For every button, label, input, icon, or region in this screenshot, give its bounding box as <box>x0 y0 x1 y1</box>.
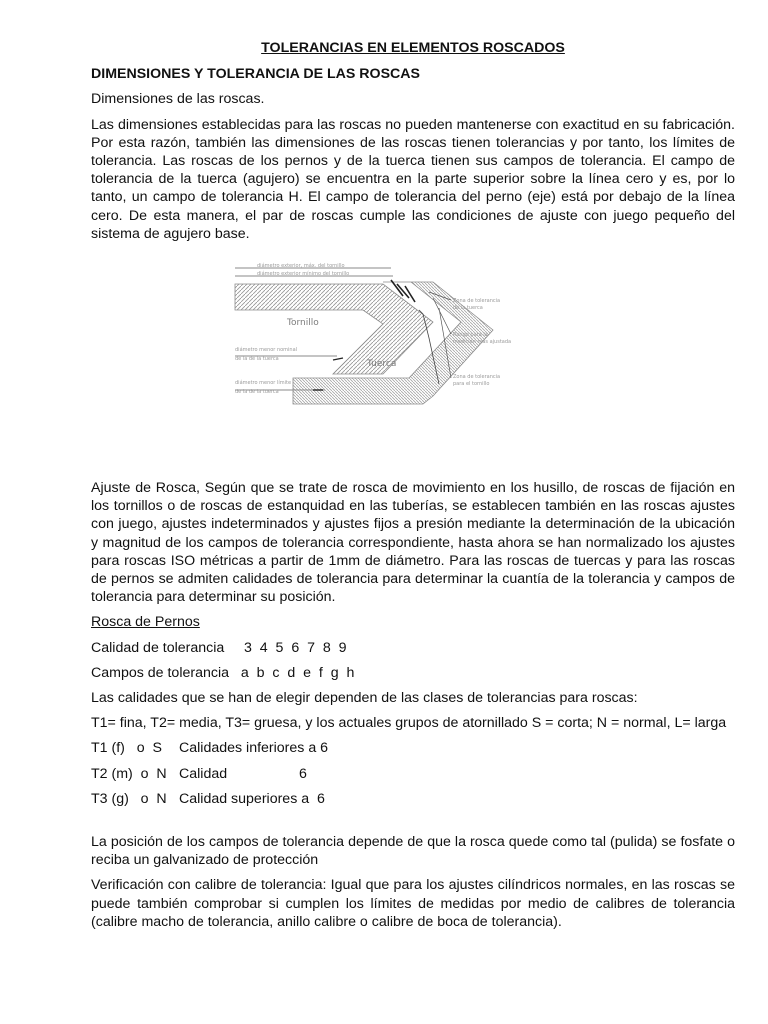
paragraph-posicion: La posición de los campos de tolerancia depende de que la rosca quede como tal (pulida) se fosfate o reciba un galvanizado de protección <box>91 834 735 869</box>
svg-text:de la tuerca: de la tuerca <box>453 305 483 312</box>
paragraph-dimensions: Las dimensiones establecidas para las roscas no pueden mantenerse con exactitud en su fabricación. Por esta razón, también las dimensiones de las roscas tienen tolerancias y por tanto, los límites de tolerancia. Las roscas de los pernos y de la tuerca tienen sus campos de tolerancia. El campo de tolerancia de la tuerca (agujero) se encuentra en la parte superior sobre la línea cero y es, por lo tanto, un campo de tolerancia H. El campo de tolerancia del perno (eje) está por debajo de la línea cero. De esta manera, el par de roscas cumple las condiciones de ajuste con juego pequeño del sistema de agujero base. <box>91 116 735 242</box>
svg-text:diámetro menor nominal: diámetro menor nominal <box>235 347 298 354</box>
document-page <box>91 39 735 938</box>
svg-text:de la de la tuerca: de la de la tuerca <box>235 356 279 363</box>
svg-text:Zona de tolerancia: Zona de tolerancia <box>453 298 501 305</box>
calidades-text: Las calidades que se han de elegir dependen de las clases de tolerancias para roscas: <box>91 690 638 707</box>
thread-tolerance-figure <box>91 250 735 458</box>
thread-diagram-image <box>233 262 533 412</box>
tolerance-class-row: T2 (m) o N Calidad 6 <box>91 765 307 782</box>
paragraph-ajuste-rosca: Ajuste de Rosca, Según que se trate de rosca de movimiento en los husillo, de roscas de fijación en los tornillos o de roscas de estanquidad en las tuberías, se establecen también en las roscas ajustes con juego, ajustes indeterminados y ajustes fijos a presión mediante la determinación de la ubicación y magnitud de los campos de tolerancia correspondiente, hasta ahora se han normalizado los ajustes para roscas ISO métricas a partir de 1mm de diámetro. Para las roscas de tuercas y para las roscas de pernos se admiten calidades de tolerancia para determinar la cuantía de la tolerancia y campos de tolerancia para determinar su posición. <box>91 480 735 606</box>
section-subtitle: DIMENSIONES Y TOLERANCIA DE LAS ROSCAS <box>91 66 420 83</box>
svg-text:Zona de tolerancia: Zona de tolerancia <box>453 374 501 381</box>
svg-text:diámetro exterior mínimo del t: diámetro exterior mínimo del tornillo <box>257 271 350 278</box>
svg-text:medición más ajustada: medición más ajustada <box>453 339 512 346</box>
tolerance-class-row: T3 (g) o N Calidad superiores a 6 <box>91 790 325 807</box>
label-tuerca: Tuerca <box>367 359 397 370</box>
svg-text:diámetro exterior, máx. del to: diámetro exterior, máx. del tornillo <box>257 263 345 270</box>
tolerance-class-row: T1 (f) o S Calidades inferiores a 6 <box>91 740 329 757</box>
tolerance-class-list <box>91 739 735 808</box>
svg-text:de la de la tuerca: de la de la tuerca <box>235 389 279 396</box>
document-title: TOLERANCIAS EN ELEMENTOS ROSCADOS <box>261 40 565 56</box>
calidad-tolerancia-line: Calidad de tolerancia 3 4 5 6 7 8 9 <box>91 639 347 656</box>
tolerance-classes-text: T1= fina, T2= media, T3= gruesa, y los actuales grupos de atornillado S = corta; N = normal, L= larga <box>91 715 727 732</box>
intro-heading: Dimensiones de las roscas. <box>91 91 265 108</box>
paragraph-verificacion: Verificación con calibre de tolerancia: Igual que para los ajustes cilíndricos normales, en las roscas se puede también comprobar si cumplen los límites de medidas por medio de calibres de tolerancia (calibre macho de tolerancia, anillo calibre o calibre de boca de tolerancia). <box>91 877 735 930</box>
svg-text:para el tornillo: para el tornillo <box>453 381 490 388</box>
campos-tolerancia-line: Campos de tolerancia a b c d e f g h <box>91 664 355 681</box>
svg-text:Rango para la: Rango para la <box>453 332 488 339</box>
svg-text:diámetro menor límite: diámetro menor límite <box>235 380 292 387</box>
rosca-pernos-heading: Rosca de Pernos <box>91 614 200 631</box>
label-tornillo: Tornillo <box>287 318 319 329</box>
